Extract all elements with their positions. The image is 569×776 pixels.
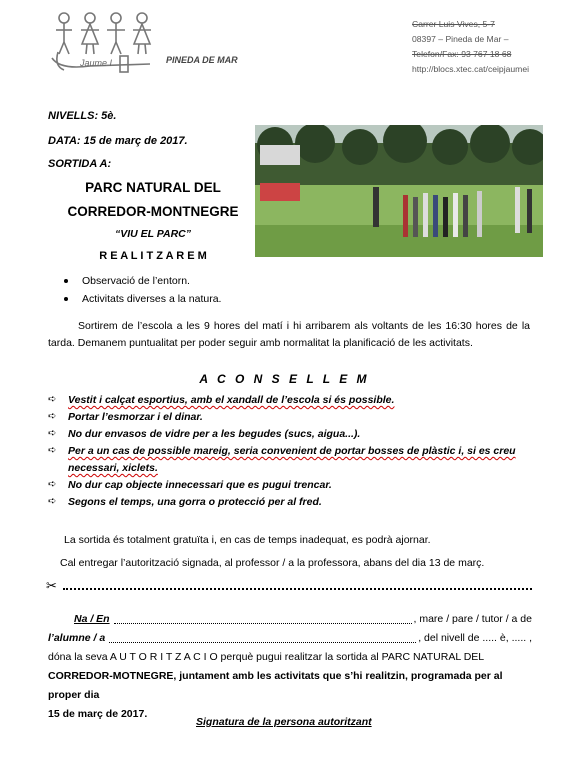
list-item: ➪ Vestit i calçat esportius, amb el xandall de l’escola si és possible. — [48, 394, 395, 406]
form-line: CORREDOR-MOTNEGRE, juntament amb les activitats que s’hi realitzin, programada per al proper dia — [48, 670, 503, 701]
arrow-icon: ➪ — [48, 411, 57, 422]
list-item: ➪ Portar l’esmorzar i el dinar. — [48, 411, 203, 423]
name-field[interactable] — [114, 610, 412, 624]
list-item: ➪ Per a un cas de possible mareig, seria convenient de portar bosses de plàstic i, si es creu — [48, 445, 516, 457]
form-line: 15 de març de 2017. — [48, 708, 148, 720]
sortida-label: SORTIDA A: — [48, 158, 112, 170]
scissors-icon: ✂ — [46, 578, 57, 593]
list-item: Activitats diverses a la natura. — [64, 290, 221, 308]
park-subtitle: “VIU EL PARC” — [114, 228, 192, 240]
arrow-icon: ➪ — [48, 428, 57, 439]
departure-paragraph: Sortirem de l’escola a les 9 hores del matí i hi arribarem als voltants de les 16:30 hores de la tarda. Demanem puntualitat per poder seguir amb normalitat la planificació de les activitats. — [48, 320, 530, 349]
arrow-icon: ➪ — [48, 445, 57, 456]
free-trip-paragraph: La sortida és totalment gratuïta i, en cas de temps inadequat, es podrà ajornar. — [64, 534, 431, 546]
address-line: http://blocs.xtec.cat/ceipjaumei — [412, 64, 530, 74]
deadline-paragraph: Cal entregar l’autorització signada, al professor / a la professora, abans del dia 13 de març. — [60, 557, 485, 569]
list-item: ➪ No dur cap objecte innecessari que es pugui trencar. — [48, 479, 332, 491]
nivells-text: NIVELLS: 5è. — [48, 110, 117, 122]
school-name: PINEDA DE MAR — [166, 55, 238, 65]
address-line: Telefon/Fax: 93 767 18 68 — [412, 49, 512, 59]
form-line: l’alumne / a , del nivell de ..... è, ..... , — [48, 629, 532, 648]
advice-list — [48, 394, 538, 513]
list-item: ➪ No dur envasos de vidre per a les begudes (sucs, aigua...). — [48, 428, 361, 440]
student-field[interactable] — [109, 629, 416, 643]
school-logo — [50, 8, 158, 74]
cut-line — [46, 578, 532, 594]
park-title-line1: PARC NATURAL DEL — [85, 180, 221, 195]
date-text: DATA: 15 de març de 2017. — [48, 135, 188, 147]
conseller-heading: A C O N S E L L E M — [199, 372, 370, 386]
arrow-icon: ➪ — [48, 394, 57, 405]
logo-text: Jaume I — [80, 58, 113, 68]
authorization-form — [48, 610, 532, 724]
arrow-icon: ➪ — [48, 496, 57, 507]
list-item: Observació de l’entorn. — [64, 272, 221, 290]
park-photo — [255, 125, 543, 257]
list-item-continuation: necessari, xiclets. — [68, 462, 158, 474]
school-address — [412, 17, 529, 77]
signature-label: Signatura de la persona autoritzant — [196, 716, 372, 728]
realitzarem-heading: R E A L I T Z A R E M — [99, 250, 207, 262]
address-line: Carrer Luis Vives, 5-7 — [412, 19, 495, 29]
activities-list — [64, 272, 221, 308]
list-item: ➪ Segons el temps, una gorra o protecció per al fred. — [48, 496, 322, 508]
park-title-line2: CORREDOR-MONTNEGRE — [67, 204, 239, 219]
address-line: 08397 – Pineda de Mar – — [412, 34, 509, 44]
form-line: dóna la seva A U T O R I T Z A C I O perquè pugui realitzar la sortida al PARC NATURAL DEL — [48, 651, 485, 663]
arrow-icon: ➪ — [48, 479, 57, 490]
form-line: Na / En , mare / pare / tutor / a de — [48, 610, 532, 629]
